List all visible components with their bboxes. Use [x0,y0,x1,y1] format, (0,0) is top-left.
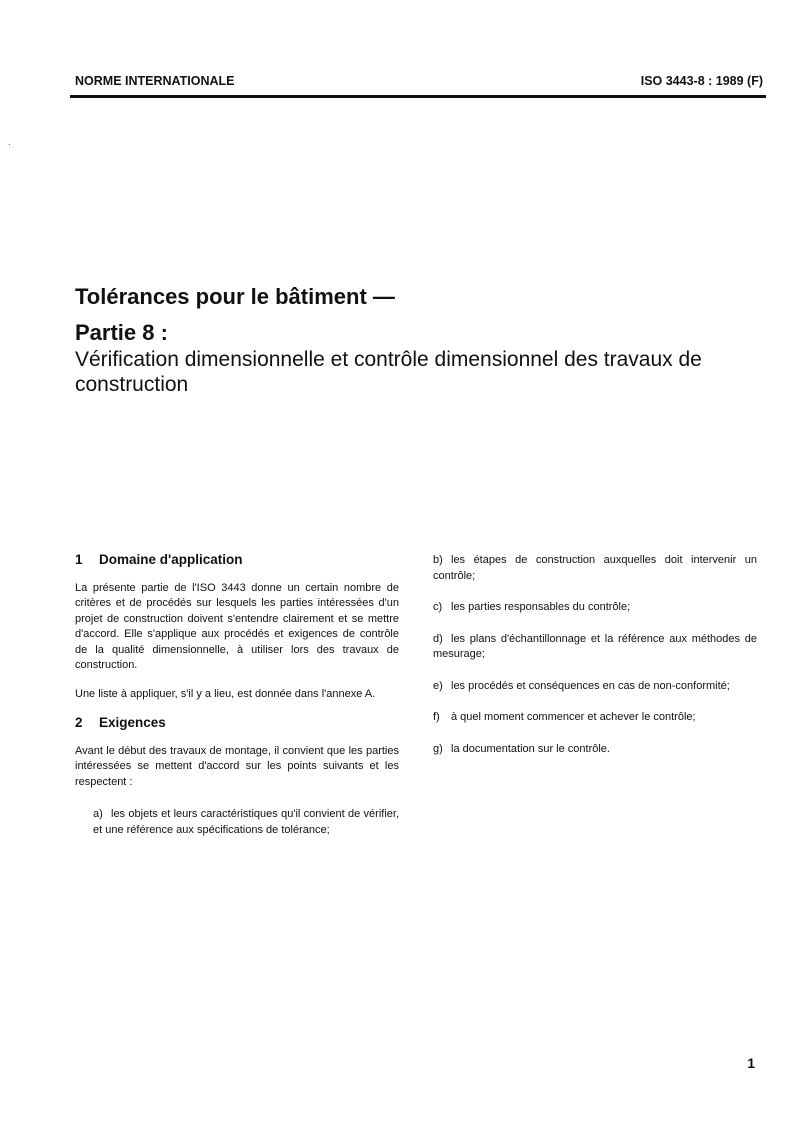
list-text: les objets et leurs caractéristiques qu'il convient de vérifier, et une référence aux spécifications de tolérance; [93,808,399,836]
header-rule [70,95,766,98]
list-label: a) [93,808,103,820]
list-text: à quel moment commencer et achever le contrôle; [451,711,696,723]
section-2-heading [75,715,399,731]
list-item [75,807,399,838]
page-number: 1 [747,1055,755,1071]
list-item [433,679,757,695]
list-item [433,600,757,616]
list-text: les étapes de construction auxquelles doit intervenir un contrôle; [433,554,757,582]
section-number: 1 [75,552,83,567]
right-column [433,553,757,773]
list-text: les parties responsables du contrôle; [451,601,631,613]
list-item [433,742,757,758]
section-1-heading [75,552,399,568]
list-label: c) [433,601,443,613]
list-item [433,710,757,726]
part-label: Partie 8 : [75,320,168,345]
list-label: g) [433,742,443,755]
section-title: Domaine d'application [99,552,243,567]
scan-speck: · [8,140,11,149]
list-label: f) [433,711,440,723]
list-item [433,553,757,584]
section-title: Exigences [99,715,166,730]
left-column [75,552,399,854]
list-text: la documentation sur le contrôle. [451,742,610,755]
list-item [433,632,757,663]
header-standard-number: ISO 3443-8 : 1989 (F) [640,74,763,88]
list-label: b) [433,554,443,566]
section-2-intro: Avant le début des travaux de montage, il convient que les parties intéressées se mettent d'accord sur les points suivants et les respectent : [75,744,399,788]
section-number: 2 [75,715,83,730]
header-standard-type: NORME INTERNATIONALE [75,74,235,88]
section-1-annex-note: Une liste à appliquer, s'il y a lieu, est donnée dans l'annexe A. [75,687,376,700]
list-label: e) [433,679,443,692]
list-label: d) [433,632,443,645]
section-1-paragraph: La présente partie de l'ISO 3443 donne un certain nombre de critères et de procédés sur lesquels les parties intéressées d'un projet de construction doivent s'entendre clairement et se mettre d'accord. Elle s'applique aux procédés et exigences de contrôle de la qualité dimensionnelle, à utiliser lors des travaux de construction. [75,581,399,671]
list-text: les procédés et conséquences en cas de non-conformité; [451,679,730,692]
document-subtitle: Vérification dimensionnelle et contrôle dimensionnel des travaux de construction [75,348,702,396]
list-text: les plans d'échantillonnage et la référence aux méthodes de mesurage; [433,632,757,660]
document-title: Tolérances pour le bâtiment — [75,284,395,309]
